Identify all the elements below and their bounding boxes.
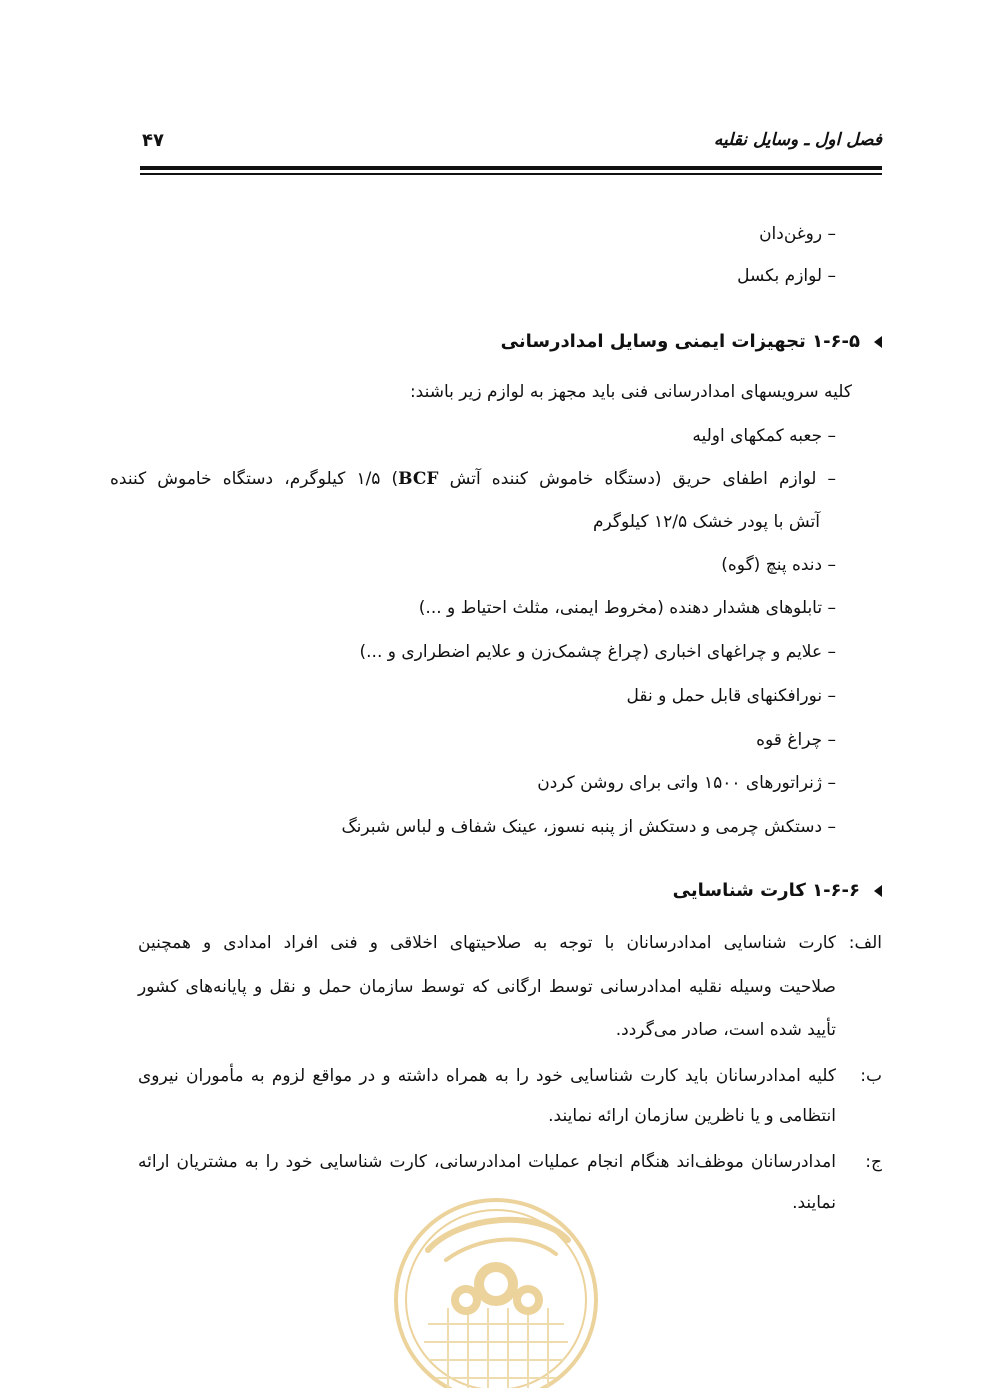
header-rule-thin <box>140 173 882 175</box>
paragraph-line: صلاحیت وسیله نقلیه امدادرسانی توسط ارگانی که توسط سازمان حمل و نقل و پایانه‌های کشور <box>138 977 836 997</box>
section-heading-safety-equipment <box>501 329 882 355</box>
list-item: – نورافکنهای قابل حمل و نقل <box>626 686 836 706</box>
list-item: – علایم و چراغهای اخباری (چراغ چشمک‌زن و علایم اضطراری و ...) <box>359 642 836 662</box>
list-item: – دستکش چرمی و دستکش از پنبه نسوز، عینک شفاف و لباس شبرنگ <box>341 817 836 837</box>
paragraph-line: تأیید شده است، صادر می‌گردد. <box>615 1020 836 1040</box>
section-heading-text: ۱-۶-۵ تجهیزات ایمنی وسایل امدادرسانی <box>500 331 860 352</box>
list-item: – دنده پنچ (گوه) <box>721 555 836 575</box>
paragraph-line: کارت شناسایی امدادرسانان با توجه به صلاحیتهای اخلاقی و فنی افراد امدادی و همچنین <box>138 933 836 953</box>
item-label-be: ب: <box>860 1066 882 1086</box>
list-item: – چراغ قوه <box>756 730 836 750</box>
page-number: ۴۷ <box>142 130 164 151</box>
header-rule-thick <box>140 166 882 170</box>
list-item: – روغن‌دان <box>759 224 836 244</box>
paragraph-line: امدادرسانان موظف‌اند هنگام انجام عملیات امدادرسانی، کارت شناسایی خود را به مشتریان ارائه <box>138 1152 836 1172</box>
item-label-jim: ج: <box>865 1152 882 1172</box>
paragraph-intro: کلیه سرویسهای امدادرسانی فنی باید مجهز به لوازم زیر باشند: <box>409 382 852 402</box>
list-item-continuation: آتش با پودر خشک ۱۲/۵ کیلوگرم <box>592 512 820 532</box>
section-heading-id-card <box>673 878 882 904</box>
list-item-text: – لوازم اطفای حریق (دستگاه خاموش کننده آتش <box>449 469 836 489</box>
list-item: – تابلوهای هشدار دهنده (مخروط ایمنی، مثلث احتیاط و ...) <box>418 598 836 618</box>
triangle-bullet-icon <box>874 885 882 897</box>
paragraph-line: کلیه امدادرسانان باید کارت شناسایی خود را به همراه داشته و در مواقع لزوم به مأموران نیروی <box>138 1066 836 1086</box>
list-item: – ژنراتورهای ۱۵۰۰ واتی برای روشن کردن <box>537 773 836 793</box>
watermark-logo-seal <box>388 1196 604 1388</box>
triangle-bullet-icon <box>874 336 882 348</box>
chapter-title: فصل اول ـ وسایل نقلیه <box>713 130 882 150</box>
list-item-text: ) ۱/۵ کیلوگرم، دستگاه خاموش کننده <box>110 469 399 489</box>
list-item-fire-equipment <box>110 467 836 491</box>
bcf-abbreviation: BCF <box>398 469 439 489</box>
list-item: – جعبه کمکهای اولیه <box>692 426 836 446</box>
list-item: – لوازم بکسل <box>737 266 836 286</box>
item-label-alef: الف: <box>848 933 882 953</box>
section-heading-text: ۱-۶-۶ کارت شناسایی <box>672 880 860 901</box>
paragraph-line: نمایند. <box>792 1193 836 1213</box>
paragraph-line: انتظامی و یا ناظرین سازمان ارائه نمایند. <box>548 1106 836 1126</box>
